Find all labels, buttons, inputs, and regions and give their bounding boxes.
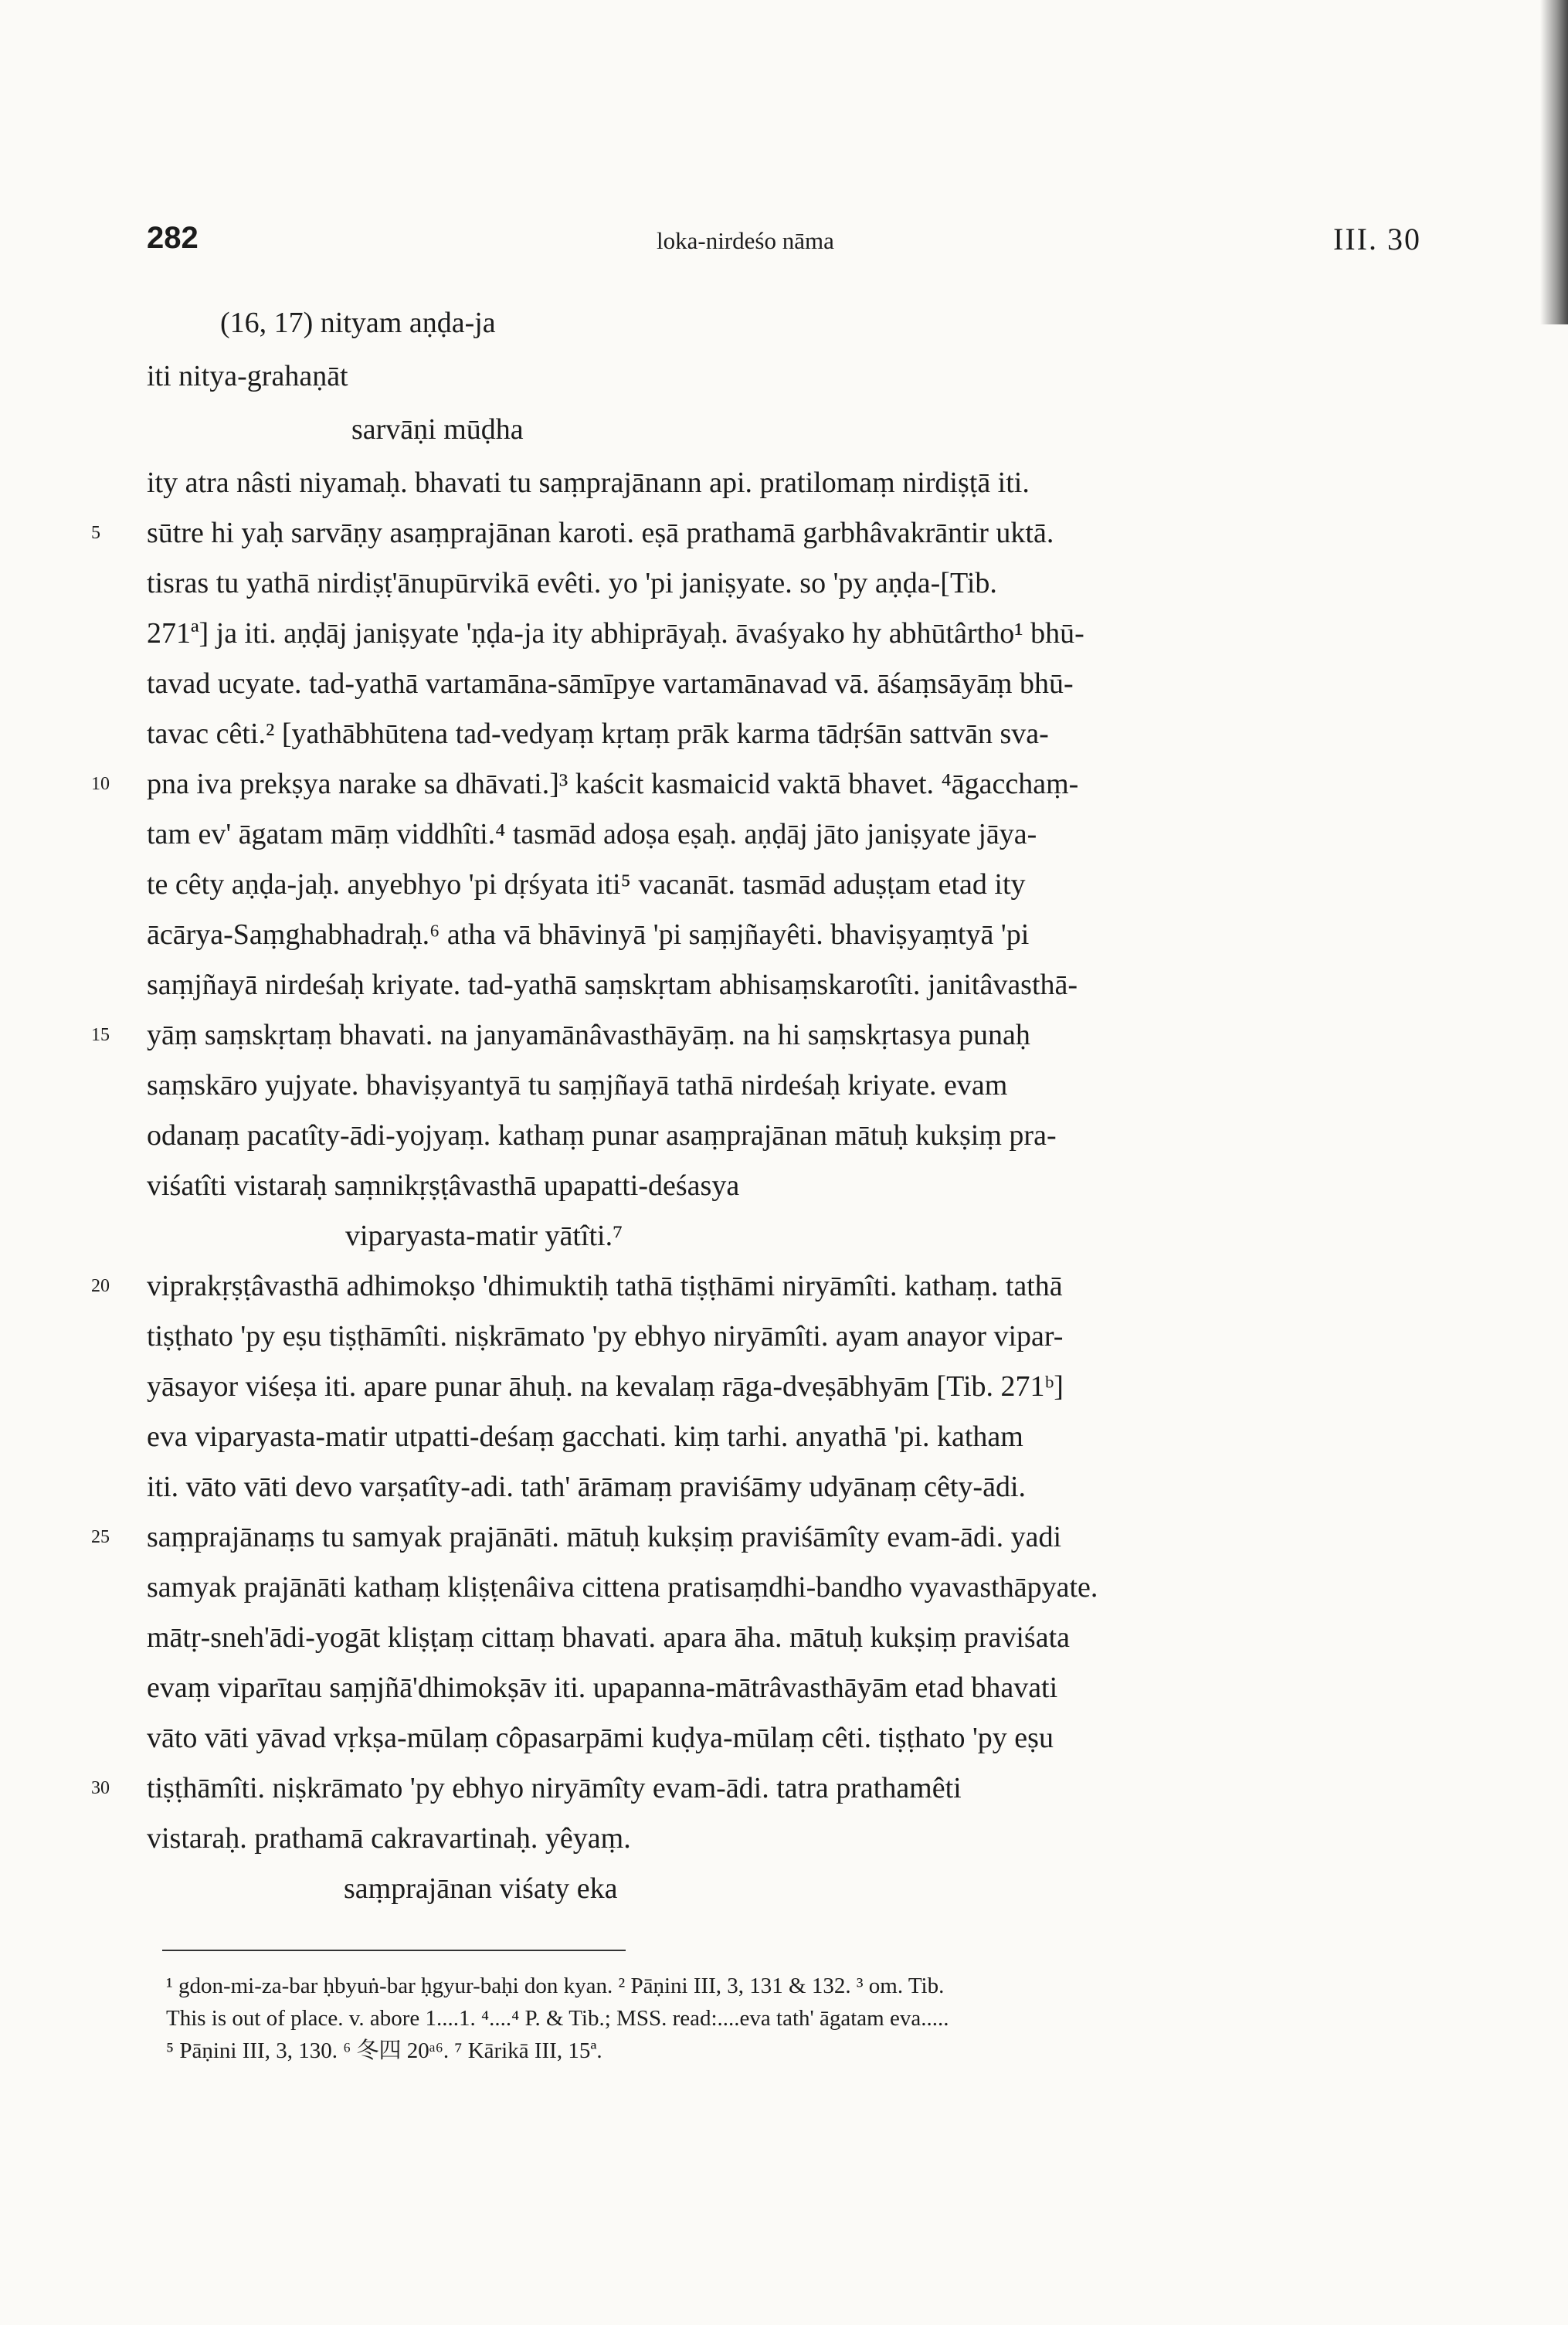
page-number: 282 (147, 221, 199, 255)
body-line: saṃskāro yujyate. bhaviṣyantyā tu saṃjñayā tathā nirdeśaḥ kriyate. evam (147, 1069, 1008, 1101)
body-line: odanaṃ pacatîty-ādi-yojyaṃ. kathaṃ punar asaṃprajānan mātuḥ kukṣiṃ pra- (147, 1119, 1057, 1152)
body-line: tiṣṭhato 'py eṣu tiṣṭhāmîti. niṣkrāmato 'py ebhyo niryāmîti. ayam anayor vipar- (147, 1320, 1064, 1353)
running-title: loka-nirdeśo nāma (657, 227, 834, 254)
body-line: tisras tu yathā nirdiṣṭ'ānupūrvikā evêti. yo 'pi janiṣyate. so 'py aṇḍa-[Tib. (147, 567, 997, 599)
body-line: viprakṛṣṭâvasthā adhimokṣo 'dhimuktiḥ tathā tiṣṭhāmi niryāmîti. kathaṃ. tathā (147, 1270, 1063, 1302)
footnote-line: This is out of place. v. abore 1....1. ⁴....⁴ P. & Tib.; MSS. read:....eva tath' āgatam eva..... (166, 2006, 949, 2031)
footnote-divider (162, 1950, 626, 1951)
body-line: viśatîti vistaraḥ saṃnikṛṣṭâvasthā upapatti-deśasya (147, 1169, 740, 1202)
body-line: tavad ucyate. tad-yathā vartamāna-sāmīpye vartamānavad vā. āśaṃsāyāṃ bhū- (147, 667, 1074, 700)
body-line: (16, 17) nityam aṇḍa-ja (220, 307, 496, 339)
body-line: yāsayor viśeṣa iti. apare punar āhuḥ. na kevalaṃ rāga-dveṣābhyām [Tib. 271ᵇ] (147, 1370, 1064, 1403)
body-line: tam ev' āgatam māṃ viddhîti.⁴ tasmād adoṣa eṣaḥ. aṇḍāj jāto janiṣyate jāya- (147, 818, 1037, 850)
body-line: mātṛ-sneh'ādi-yogāt kliṣṭaṃ cittaṃ bhavati. apara āha. mātuḥ kukṣiṃ praviśata (147, 1621, 1071, 1654)
body-line: viparyasta-matir yātîti.⁷ (345, 1220, 623, 1252)
body-line: saṃprajānan viśaty eka (344, 1872, 618, 1905)
body-line: saṃjñayā nirdeśaḥ kriyate. tad-yathā saṃskṛtam abhisaṃskarotîti. janitâvasthā- (147, 969, 1078, 1001)
line-number: 15 (91, 1025, 110, 1045)
line-number: 20 (91, 1276, 110, 1296)
body-line: eva viparyasta-matir utpatti-deśaṃ gacchati. kiṃ tarhi. anyathā 'pi. katham (147, 1420, 1023, 1453)
body-line: vistaraḥ. prathamā cakravartinaḥ. yêyaṃ. (147, 1822, 631, 1855)
line-number: 5 (91, 523, 100, 543)
scan-edge-shadow (1540, 0, 1568, 324)
body-line: iti. vāto vāti devo varṣatîty-adi. tath' ārāmaṃ praviśāmy udyānaṃ cêty-ādi. (147, 1471, 1027, 1503)
body-line: saṃprajānaṃs tu samyak prajānāti. mātuḥ kukṣiṃ praviśāmîty evam-ādi. yadi (147, 1521, 1062, 1553)
body-line: sūtre hi yaḥ sarvāṇy asaṃprajānan karoti. eṣā prathamā garbhâvakrāntir uktā. (147, 517, 1054, 549)
body-line: evaṃ viparītau saṃjñā'dhimokṣāv iti. upapanna-mātrâvasthāyām etad bhavati (147, 1672, 1058, 1704)
body-line: vāto vāti yāvad vṛkṣa-mūlaṃ côpasarpāmi kuḍya-mūlaṃ cêti. tiṣṭhato 'py eṣu (147, 1722, 1054, 1754)
body-line: 271ª] ja iti. aṇḍāj janiṣyate 'ṇḍa-ja ity abhiprāyaḥ. āvaśyako hy abhūtârtho¹ bhū- (147, 617, 1084, 650)
line-number: 30 (91, 1778, 110, 1798)
page-header (147, 221, 1421, 267)
body-line: tiṣṭhāmîti. niṣkrāmato 'py ebhyo niryāmîty evam-ādi. tatra prathamêti (147, 1772, 962, 1804)
body-line: te cêty aṇḍa-jaḥ. anyebhyo 'pi dṛśyata iti⁵ vacanāt. tasmād aduṣṭam etad ity (147, 868, 1026, 901)
body-line: iti nitya-grahaṇāt (147, 360, 348, 392)
line-number: 10 (91, 774, 110, 794)
body-line: sarvāṇi mūḍha (351, 413, 524, 446)
body-line: ācārya-Saṃghabhadraḥ.⁶ atha vā bhāvinyā 'pi saṃjñayêti. bhaviṣyaṃtyā 'pi (147, 918, 1030, 951)
body-line: tavac cêti.² [yathābhūtena tad-vedyaṃ kṛtaṃ prāk karma tādṛśān sattvān sva- (147, 718, 1049, 750)
footnote-line: ⁵ Pāṇini III, 3, 130. ⁶ 冬四 20ᵃ⁶. ⁷ Kārikā III, 15ª. (166, 2038, 602, 2063)
line-number: 25 (91, 1527, 110, 1547)
footnote-line: ¹ gdon-mi-za-bar ḥbyuṅ-bar ḥgyur-baḥi don kyan. ² Pāṇini III, 3, 131 & 132. ³ om. Tib. (166, 1974, 945, 1998)
body-line: yāṃ saṃskṛtaṃ bhavati. na janyamānâvasthāyāṃ. na hi saṃskṛtasya punaḥ (147, 1019, 1030, 1051)
body-line: pna iva prekṣya narake sa dhāvati.]³ kaścit kasmaicid vaktā bhavet. ⁴āgacchaṃ- (147, 768, 1079, 800)
body-line: ity atra nâsti niyamaḥ. bhavati tu saṃprajānann api. pratilomaṃ nirdiṣṭā iti. (147, 467, 1030, 499)
section-reference: III. 30 (1333, 222, 1421, 256)
body-line: samyak prajānāti kathaṃ kliṣṭenâiva cittena pratisaṃdhi-bandho vyavasthāpyate. (147, 1571, 1098, 1604)
